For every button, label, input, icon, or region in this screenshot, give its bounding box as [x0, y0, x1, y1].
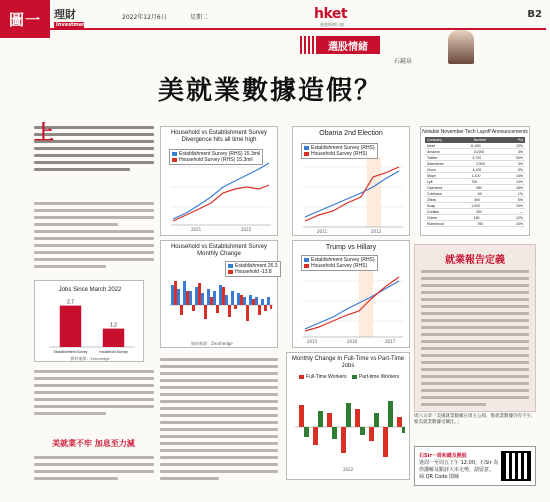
issue-day: 星期二: [190, 14, 209, 21]
table-cell: 3%: [517, 161, 523, 166]
chart-title: Obama 2nd Election: [319, 130, 383, 137]
table-cell: Twitter: [427, 155, 438, 160]
table-cell: 300: [474, 197, 480, 202]
figure-badge: 圖一: [0, 0, 50, 38]
table-cell: 4,100: [472, 167, 482, 172]
obama-2nd-election-chart: Obama 2nd Election Establishment Survey (RHS) Household Survey (RHS) 2011 2012: [292, 126, 410, 236]
jobs-since-march-chart: [34, 280, 144, 362]
data-label: 1.2: [110, 322, 117, 329]
table-cell: 780: [477, 221, 483, 226]
table-cell: 14%: [515, 173, 523, 178]
page-header: [50, 4, 546, 30]
table-cell: 700: [471, 179, 478, 184]
chart-source: 資料來源：Zerohedge: [70, 356, 110, 361]
qr-code-icon[interactable]: [501, 451, 531, 481]
section-label: 理財: [54, 8, 76, 21]
body-text-left-1: [34, 198, 154, 272]
drop-cap: 上: [34, 120, 54, 144]
table-cell: 1%: [517, 191, 523, 196]
table-cell: 13%: [515, 179, 523, 184]
table-cell: 550: [476, 185, 483, 190]
table-cell: 50%: [515, 155, 523, 160]
chart-title: Household vs Establishment Survey Monthly Change: [170, 244, 268, 257]
parttime-legend: Full-Time Workers Part-time Workers: [297, 373, 401, 381]
trump-legend: Establishment Survey (RHS) Household Survey (RHS): [301, 255, 378, 271]
bar: [103, 329, 125, 347]
table-cell: Zillow: [427, 197, 436, 202]
body-text-middle: [160, 354, 278, 484]
headline: 美就業數據造假？: [157, 76, 382, 106]
footnote: 周六文章「美國就業數據在周五公佈，惟就業數據仍有不少，惟美就業數據受關注。」: [414, 414, 536, 425]
household-vs-establishment-chart: Household vs Establishment Survey Divergence hits all time high Establishment Survey (RHS) 15.3mil Household Survey (RHS) 15.3mil 2021 2022: [160, 126, 278, 236]
issue-date: 2022年12月6日: [122, 14, 167, 21]
body-text-left-2: [34, 366, 154, 419]
table-cell: —: [519, 209, 523, 214]
tech-layoffs-table: [420, 126, 530, 236]
table-cell: Cisco: [427, 167, 436, 172]
table-cell: Salesforce: [427, 161, 444, 166]
chart-title: Trump vs Hillary: [325, 244, 377, 251]
bar: [60, 306, 82, 347]
table-title: Notable November Tech Layoff Announcements: [422, 129, 528, 135]
table-cell: Lyft: [427, 179, 433, 184]
table-cell: 1,000: [471, 203, 480, 208]
hket-logo: hket: [314, 6, 348, 22]
table-cell: 18%: [515, 185, 523, 190]
table-header: Company Number Pct: [427, 138, 523, 142]
table-cell: 11,000: [470, 143, 481, 148]
trump-vs-hillary-chart: Trump vs Hillary Establishment Survey (RHS) Household Survey (RHS) 2015 2016 2017: [292, 240, 410, 348]
author-photo: [448, 30, 474, 64]
page-number: B2: [527, 9, 542, 20]
table-cell: 160: [473, 215, 480, 220]
sidebar-title: 就業報告定義: [445, 255, 505, 266]
tick-label: Establishment Survey: [53, 350, 88, 354]
hket-logo-subtitle: 香港經濟日報: [320, 22, 344, 27]
table-cell: 3%: [517, 149, 523, 154]
table-cell: 13%: [515, 143, 523, 148]
body-text-left-3: [34, 452, 154, 484]
table-cell: Chime: [427, 215, 438, 220]
promo-box[interactable]: [414, 446, 536, 486]
section-name: [54, 6, 88, 28]
tick-label: Household Survey: [99, 350, 128, 354]
table-cell: 10,000: [473, 149, 485, 154]
definitions-sidebar: [414, 244, 536, 412]
table-cell: 60: [477, 191, 482, 196]
monthly-change-chart: Household vs Establishment Survey Monthly Change Establishment 26.3 Household -13.8 資料來源：Zerohedge: [160, 240, 278, 348]
table-cell: 5%: [517, 167, 523, 172]
household-legend: Establishment Survey (RHS) 15.3mil Household Survey (RHS) 15.3mil: [169, 149, 263, 165]
data-label: 2,7: [67, 299, 74, 306]
chart-title: Monthly Change In Full-Time vs Part-Time Jobs: [291, 356, 405, 369]
table-cell: Coinbase: [427, 191, 442, 196]
lead-paragraph: [34, 122, 154, 192]
table-cell: 1,100: [471, 173, 481, 178]
table-cell: Stripe: [427, 173, 437, 178]
table-cell: Meta: [427, 143, 435, 148]
middle-subhead: 美就業不牢 加息至力減: [52, 438, 135, 448]
table-row: [425, 221, 525, 227]
table-cell: Snap: [427, 203, 436, 208]
monthly-legend: Establishment 26.3 Household -13.8: [225, 261, 281, 277]
table-cell: Amazon: [427, 149, 440, 154]
promo-body: 逢周一至周五下午 12:00，石Sir 為你講解及點評大市走勢，請留意。: [419, 460, 499, 473]
author-name: 石鏡泉: [394, 58, 413, 65]
promo-title: 石Sir一周和總及熱股: [419, 453, 467, 459]
table-cell: 20%: [515, 203, 523, 208]
table-body: [421, 143, 529, 227]
table-cell: 2,500: [476, 161, 486, 166]
obama-legend: Establishment Survey (RHS) Household Survey (RHS): [301, 143, 378, 159]
promo-scan-hint: 掃 QR Code 即睇: [419, 474, 459, 480]
fulltime-vs-parttime-chart: Monthly Change In Full-Time vs Part-Time Jobs Full-Time Workers Part-time Workers 2022: [286, 352, 410, 480]
table-cell: 300: [476, 209, 483, 214]
table-cell: 5%: [517, 197, 523, 202]
monthly-chart-svg: [161, 241, 279, 349]
section-sub-label: Investment: [56, 22, 88, 28]
table-cell: 23%: [515, 221, 523, 226]
chart-title: Jobs Since March 2022: [58, 287, 122, 293]
chart-title: Household vs Establishment Survey Divergence hits all time high: [170, 130, 268, 143]
table-cell: Opendoor: [427, 185, 443, 190]
column-tag: 選股情緒: [316, 36, 380, 54]
table-cell: 12%: [515, 215, 523, 220]
table-cell: Robinhood: [427, 221, 444, 226]
household-chart-svg: [161, 127, 279, 237]
promo-text: [419, 453, 503, 481]
jobs-chart-svg: [35, 281, 145, 363]
table-cell: Gorillas: [427, 209, 439, 214]
table-cell: 3,700: [472, 155, 482, 160]
column-tag-decoration: [300, 36, 314, 54]
